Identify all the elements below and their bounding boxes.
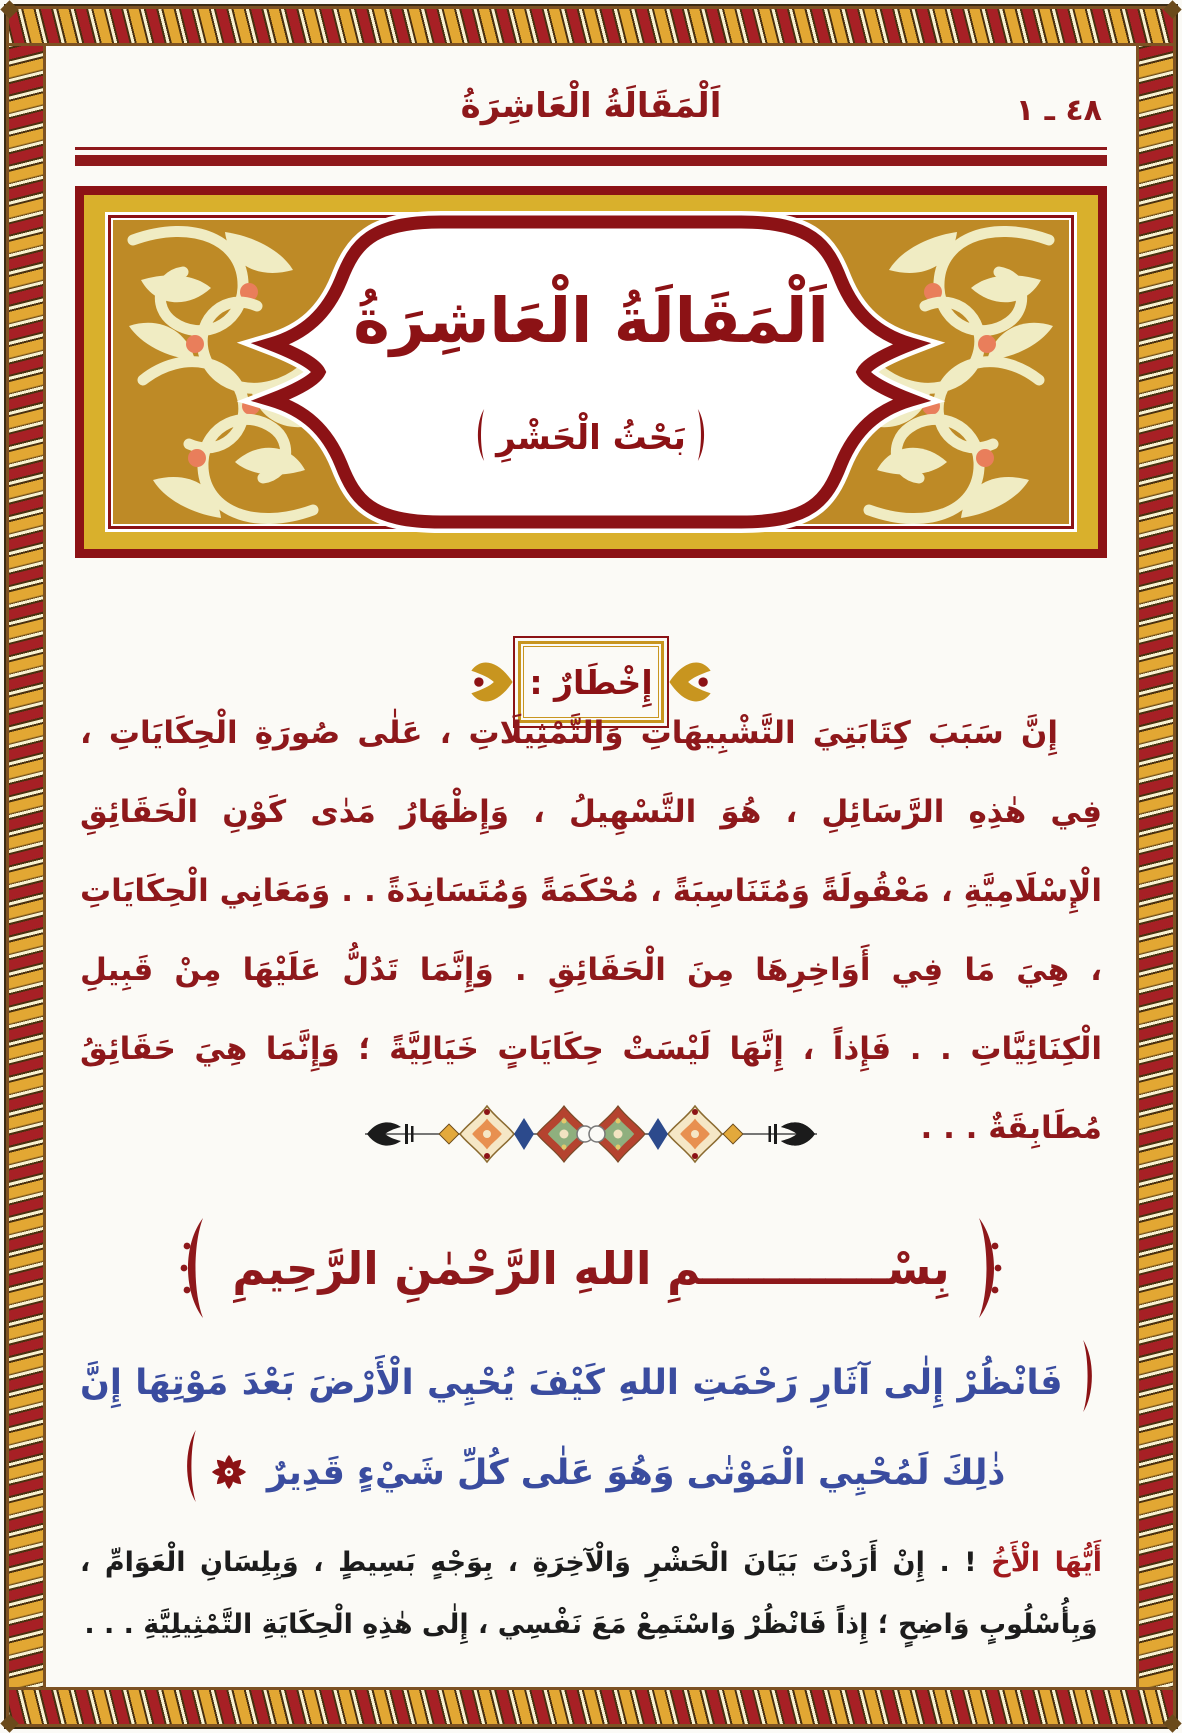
running-header-title: اَلْمَقَالَةُ الْعَاشِرَةُ: [460, 86, 722, 126]
header-rule-thin: [75, 147, 1107, 150]
ornate-bracket-close-icon: [177, 1430, 203, 1502]
closing-rest: ! . إِنْ أَرَدْتَ بَيَانَ الْحَشْرِ وَالْآخِرَةِ ، بِوَجْهٍ بَسِيطٍ ، وَبِلِسَانِ الْعَوَامِّ ، وَبِأُسْلُوبٍ وَاضِحٍ ؛ إِذاً فَانْظُرْ وَاسْتَمِعْ مَعَ نَفْسِي ، إِلٰى هٰذِهِ الْحِكَايَةِ التَّمْثِيلِيَّةِ . . .: [80, 1547, 1098, 1640]
closing-lead: أَيُّهَا الْأَخُ: [991, 1547, 1103, 1578]
ornate-bracket-open-icon: [972, 1216, 1006, 1320]
border-left: [6, 6, 46, 1727]
ornate-bracket-close-icon: [176, 1216, 210, 1320]
border-top: [6, 6, 1176, 46]
verse-text: فَانْظُرْ إِلٰى آثَارِ رَحْمَتِ اللهِ كَيْفَ يُحْيِي الْأَرْضَ بَعْدَ مَوْتِهَا إِنَّ ذٰلِكَ لَمُحْيِي الْمَوْتٰى وَهُوَ عَلٰى كُلِّ شَيْءٍ قَدِيرٌ: [80, 1363, 1063, 1493]
notice-label: إِخْطَارٌ :: [529, 662, 653, 702]
header-rule-thick: [75, 155, 1107, 166]
ornate-bracket-close-icon: [470, 409, 490, 461]
border-bottom: [6, 1687, 1176, 1727]
section-subtitle: [75, 398, 1107, 478]
ornate-bracket-open-icon: [692, 409, 712, 461]
verse-end-rosette-icon: [211, 1454, 247, 1490]
ornate-bracket-open-icon: [1076, 1340, 1102, 1412]
closing-paragraph: [80, 1532, 1102, 1656]
section-title: اَلْمَقَالَةُ الْعَاشِرَةُ: [353, 284, 829, 357]
border-right: [1136, 6, 1176, 1727]
page-number: ٤٨ ـ ١: [1015, 93, 1102, 128]
quran-verse: [80, 1338, 1102, 1518]
section-subtitle-text: بَحْثُ الْحَشْرِ: [496, 418, 686, 458]
intro-paragraph: إِنَّ سَبَبَ كِتَابَتِيَ التَّشْبِيهَاتِ وَالتَّمْثِيلَاتِ ، عَلٰى صُورَةِ الْحِكَايَاتِ ، فِي هٰذِهِ الرَّسَائِلِ ، هُوَ التَّسْهِيلُ ، وَإِظْهَارُ مَدٰى كَوْنِ الْحَقَائِقِ الْإِسْلَامِيَّةِ ، مَعْقُولَةً وَمُتَنَاسِبَةً ، مُحْكَمَةً وَمُتَسَانِدَةً . . وَمَعَانِي الْحِكَايَاتِ ، هِيَ مَا فِي أَوَاخِرِهَا مِنَ الْحَقَائِقِ . وَإِنَّمَا تَدُلُّ عَلَيْهَا مِنْ قَبِيلِ الْكِنَائِيَّاتِ . . فَإِذاً ، إِنَّهَا لَيْسَتْ حِكَايَاتٍ خَيَالِيَّةً ؛ وَإِنَّمَا هِيَ حَقَائِقُ مُطَابِقَةٌ . . .: [80, 715, 1102, 1146]
floral-divider-icon: [361, 1096, 821, 1172]
basmala-text: بِسْــــــــــــمِ اللهِ الرَّحْمٰنِ الرَّحِيمِ: [232, 1241, 950, 1295]
basmala: [0, 1198, 1182, 1338]
